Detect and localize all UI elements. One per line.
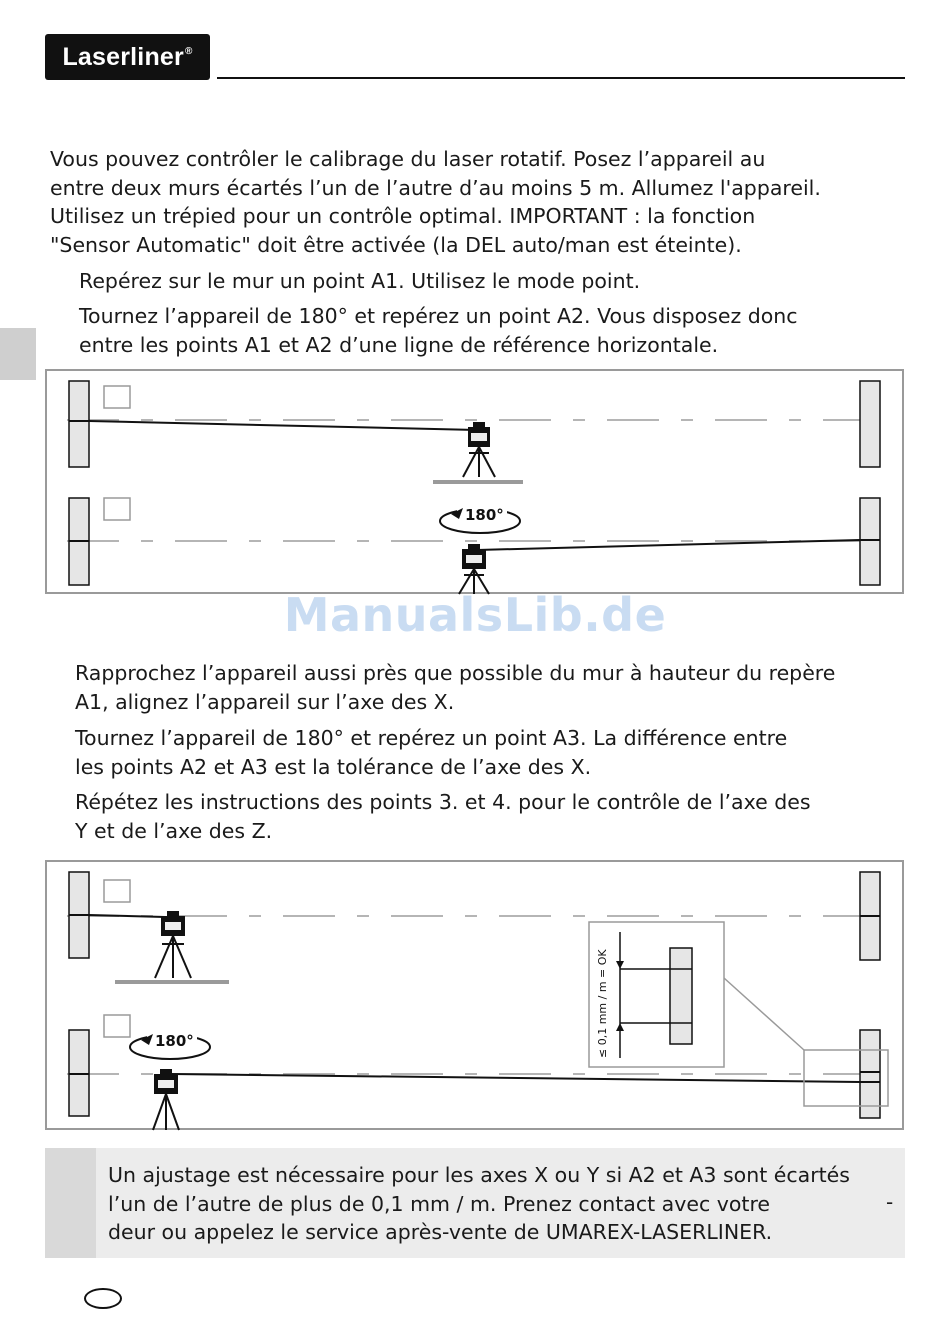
tolerance-label: ≤ 0,1 mm / m = OK bbox=[596, 949, 609, 1058]
laser-device-rotated-icon bbox=[459, 544, 489, 594]
figure-tolerance-check bbox=[45, 860, 904, 1130]
laser-device-near-wall-rotated-icon bbox=[153, 1069, 179, 1130]
rotation-label-1: 180° bbox=[465, 506, 504, 524]
note-text: Un ajustage est nécessaire pour les axes X ou Y si A2 et A3 sont écartés l’un de l’autre de plus de 0,1 mm / m. Prenez contact avec votre deur ou appelez le service après-vente de UMAREX-LASERLINER. bbox=[108, 1163, 850, 1244]
figure-reference-line-drawing bbox=[47, 371, 906, 596]
intro-paragraph: Vous pouvez contrôler le calibrage du laser rotatif. Posez l’appareil au entre deux murs écartés l’un de l’autre d’au moins 5 m. Allumez l'appareil. Utilisez un trépied pour un contrôle optimal. IMPORTANT : la fonction "Sensor Automatic" doit être activée (la DEL auto/man est éteinte). bbox=[50, 147, 821, 257]
watermark: ManualsLib.de bbox=[283, 588, 667, 642]
step-repeat-axes: Répétez les instructions des points 3. et 4. pour le contrôle de l’axe des Y et de l’axe des Z. bbox=[75, 790, 811, 843]
figure-reference-line bbox=[45, 369, 904, 594]
registered-mark: ® bbox=[184, 45, 193, 57]
figure-tolerance-drawing bbox=[47, 862, 906, 1132]
rotation-label-2: 180° bbox=[155, 1032, 194, 1050]
step-approach-wall: Rapprochez l’appareil aussi près que possible du mur à hauteur du repère A1, alignez l’appareil sur l’axe des X. bbox=[75, 661, 836, 714]
step-mark-a1: Repérez sur le mur un point A1. Utilisez le mode point. bbox=[79, 269, 641, 293]
chapter-tab bbox=[0, 328, 36, 380]
header-rule bbox=[217, 77, 905, 79]
laser-device-near-wall-icon bbox=[155, 911, 191, 978]
step-mark-a3: Tournez l’appareil de 180° et repérez un point A3. La différence entre les points A2 et A3 est la tolérance de l’axe des X. bbox=[75, 726, 788, 779]
step-mark-a2: Tournez l’appareil de 180° et repérez un point A2. Vous disposez donc entre les points A1 et A2 d’une ligne de référence horizontale. bbox=[79, 304, 798, 357]
brand-logo bbox=[45, 34, 210, 80]
language-indicator bbox=[84, 1288, 122, 1309]
brand-name: Laserliner bbox=[62, 42, 184, 71]
note-trailing-dash: - bbox=[886, 1190, 894, 1214]
